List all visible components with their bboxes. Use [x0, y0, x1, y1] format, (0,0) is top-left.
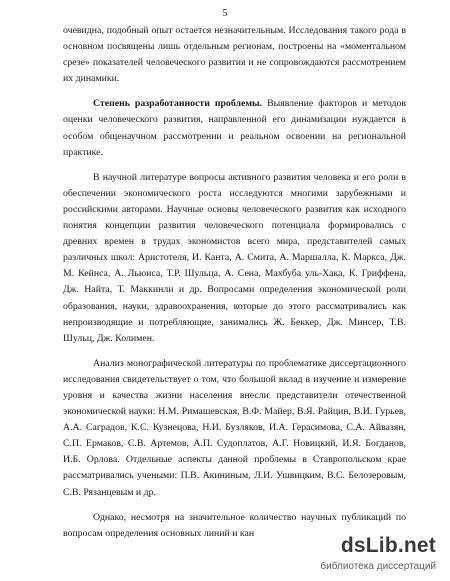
watermark-tagline: библиотека диссертаций [320, 561, 436, 572]
section-heading: Степень разработанности проблемы. [93, 98, 263, 110]
paragraph-intro-continuation: очевидна, подобный опыт остается незначительным. Исследования такого рода в основном посвящены лишь отдельным регионам, построены на «моментальном срезе» показателей человеческого развития и не сопровождаются рассмотрением их динамики. [63, 25, 406, 85]
paragraph-however: Однако, несмотря на значительное количество научных публикаций по вопросам определения основных линий и кан [63, 511, 406, 539]
watermark-logo: dsLib.net [340, 534, 436, 557]
paragraph-monograph-analysis: Анализ монографической литературы по проблематике диссертационного исследования свидетельствует о том, что большой вклад в изучение и измерение уровня и качества жизни населения внесли представители отечественной экономической науки: Н.М. Римашевская, В.Ф. Майер, В.Я. Райцин, В.И. Гурьев, А.А. Саградов, К.С. Кузнецова, Н.И. Бузляков, И.А. Герасимова, С.А. Айвазян, С.П. Ермаков, С.В. Артемов, А.П. Судоплатов, А.Г. Новицкий, И.Я. Богданов, И.Б. Орлова. Отдельные аспекты данной проблемы в Ставропольском крае рассматривались учеными: П.В. Акининым, Л.И. Ушвицким, В.С. Белозеровым, С.В. Рязанцевым и др. [63, 357, 406, 498]
watermark [300, 530, 450, 581]
paragraph-text: Выявление факторов и методов оценки человеческого развития, направленной его динамизации нуждается в особом общенаучном рассмотрении и реальном освоении на региональной практике. [63, 98, 406, 158]
page-number: 5 [222, 8, 228, 19]
paragraph-degree-of-development [63, 96, 406, 160]
paragraph-literature-review: В научной литературе вопросы активного развития человека и его роли в обеспечении экономического роста исследуются многими зарубежными и российскими авторами. Научные основы человеческого развития как исходного понятия концепции развития человеческого потенциала формировались с древних времен в трудах экономистов всего мира, представителей самых различных школ: Аристотеля, И. Канта, А. Смита, А. Маршалла, К. Маркса, Дж. М. Кейнса, А. Льюиса, Т.Р. Шульца, А. Сена, Махбуба уль-Хака, К. Гриффена, Дж. Найта, Т. Маккинли и др. Вопросами определения экономической роли образования, науки, здравоохранения, которые до этого рассматривались как непроизводящие и потребляющие, занимались Ж. Беккер, Дж. Минсер, Т.В. Шульц, Дж. Колимен. [63, 171, 406, 344]
document-body [63, 23, 406, 542]
